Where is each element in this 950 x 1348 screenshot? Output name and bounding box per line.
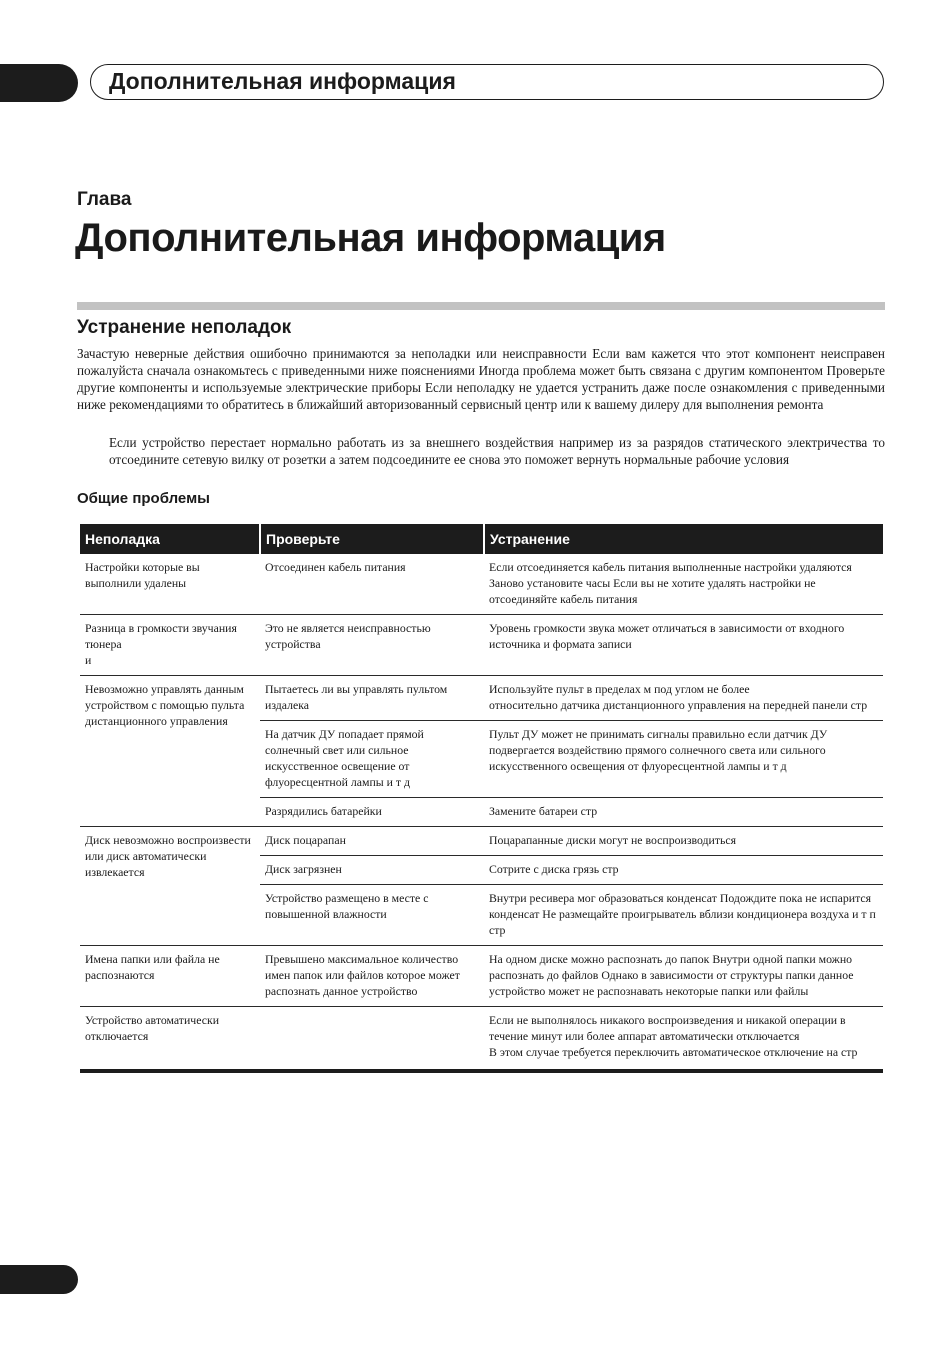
remedy-cell: Если отсоединяется кабель питания выполненные настройки удаляются Заново установите часы Если вы не хотите удалять настройки не отсоединяйте кабель питания (489, 560, 852, 606)
remedy-cell: Используйте пульт в пределах м под углом не более относительно датчика дистанционного управления на передней панели стр (484, 676, 883, 721)
page-number-tab (0, 1265, 78, 1294)
problem-cell: Устройство автоматически отключается (80, 1007, 260, 1068)
remedy-cell: На одном диске можно распознать до папок Внутри одной папки можно распознать до файлов Однако в зависимости от структуры папки данное устройство может не распознавать некоторые папки или файлы (484, 946, 883, 1007)
section-title: Устранение неполадок (77, 317, 292, 338)
running-header (90, 64, 884, 100)
column-header-remedy: Устранение (484, 524, 883, 554)
table-row (80, 615, 883, 676)
remedy-cell: Если не выполнялось никакого воспроизведения и никакой операции в течение минут или более аппарат автоматически отключается В этом случае требуется переключить автоматическое отключение на стр (484, 1007, 883, 1068)
table-header-row (80, 524, 883, 554)
remedy-cell: Пульт ДУ может не принимать сигналы правильно если датчик ДУ подвергается воздействию прямого солнечного света или сильного искусственного освещения от флуоресцентной лампы и т д (484, 721, 883, 798)
check-cell: Это не является неисправностью устройства (260, 615, 484, 676)
table-body (80, 554, 883, 1067)
check-cell: Устройство размещено в месте с повышенной влажности (260, 885, 484, 946)
check-cell: На датчик ДУ попадает прямой солнечный свет или сильное искусственное освещение от флуоресцентной лампы и т д (260, 721, 484, 798)
problem-cell: Диск невозможно воспроизвести или диск автоматически извлекается (80, 827, 260, 946)
remedy-cell: Внутри ресивера мог образоваться конденсат Подождите пока не испарится конденсат Не размещайте проигрыватель вблизи кондиционера воздуха и т п стр (484, 885, 883, 946)
problem-cell: Настройки которые вы выполнили удалены (85, 560, 200, 590)
table-row (80, 946, 883, 1007)
table-bottom-rule (80, 1069, 883, 1073)
troubleshooting-table (80, 524, 883, 1067)
running-header-title: Дополнительная информация (109, 68, 456, 94)
remedy-cell: Уровень громкости звука может отличаться в зависимости от входного источника и формата записи (484, 615, 883, 676)
remedy-cell: Поцарапанные диски могут не воспроизводиться (484, 827, 883, 856)
remedy-cell: Замените батареи стр (484, 798, 883, 827)
check-cell: Отсоединен кабель питания (265, 560, 406, 574)
check-cell: Пытаетесь ли вы управлять пультом издалека (260, 676, 484, 721)
table-row (80, 554, 883, 615)
check-cell: Диск поцарапан (260, 827, 484, 856)
check-cell (260, 1007, 484, 1068)
chapter-label: Глава (77, 189, 132, 210)
note-paragraph: Если устройство перестает нормально работать из за внешнего воздействия например из за разрядов статического электричества то отсоедините сетевую вилку от розетки а затем подсоедините ее снова это поможет вернуть нормальные рабочие условия (109, 435, 885, 467)
chapter-tab-marker (0, 64, 78, 102)
check-cell: Превышено максимальное количество имен папок или файлов которое может распознать данное устройство (260, 946, 484, 1007)
column-header-problem: Неполадка (80, 524, 260, 554)
table-row (80, 827, 883, 856)
chapter-title: Дополнительная информация (75, 216, 666, 260)
table-row (80, 1007, 883, 1068)
intro-paragraph: Зачастую неверные действия ошибочно принимаются за неполадки или неисправности Если вам кажется что этот компонент неисправен пожалуйста сначала ознакомьтесь с приведенными ниже пояснениями Иногда проблема может быть связана с другим компонентом Проверьте другие компоненты и используемые электрические приборы Если неполадку не удается устранить даже после ознакомления с приведенными ниже рекомендациями то обратитесь в ближайший авторизованный сервисный центр или к вашему дилеру для выполнения ремонта (77, 346, 885, 412)
problem-cell: Имена папки или файла не распознаются (80, 946, 260, 1007)
problem-cell: Невозможно управлять данным устройством с помощью пульта дистанционного управления (80, 676, 260, 827)
remedy-cell: Сотрите с диска грязь стр (484, 856, 883, 885)
check-cell: Разрядились батарейки (260, 798, 484, 827)
section-divider (77, 302, 885, 310)
subsection-title: Общие проблемы (77, 490, 210, 507)
problem-cell: Разница в громкости звучания тюнера и (80, 615, 260, 676)
table-row (80, 676, 883, 721)
check-cell: Диск загрязнен (260, 856, 484, 885)
column-header-check: Проверьте (260, 524, 484, 554)
